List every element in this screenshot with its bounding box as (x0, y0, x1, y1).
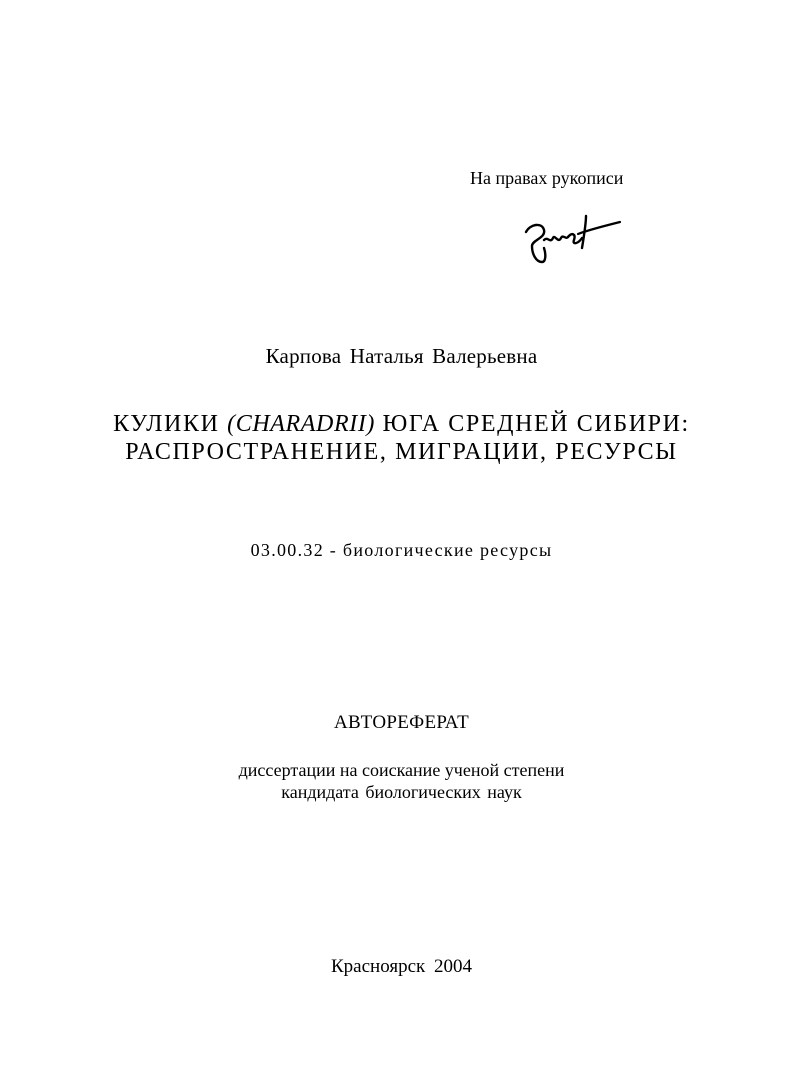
dissertation-title-line-2: РАСПРОСТРАНЕНИЕ, МИГРАЦИИ, РЕСУРСЫ (125, 439, 678, 465)
title-prefix: КУЛИКИ (113, 411, 228, 437)
rights-note: На правах рукописи (470, 168, 624, 188)
author-signature (520, 210, 625, 272)
specialty-code: 03.00.32 - биологические ресурсы (250, 540, 553, 560)
author-name: Карпова Наталья Валерьевна (265, 344, 538, 368)
title-suffix: ЮГА СРЕДНЕЙ СИБИРИ: (375, 411, 690, 437)
degree-description-line-2: кандидата биологических наук (281, 782, 522, 802)
city-and-year: Красноярск 2004 (331, 956, 472, 977)
degree-description-line-1: диссертации на соискание ученой степени (238, 760, 565, 780)
dissertation-title-line-1 (0, 410, 803, 438)
title-latin-name: (CHARADRII) (227, 411, 376, 437)
document-type: АВТОРЕФЕРАТ (333, 712, 470, 733)
